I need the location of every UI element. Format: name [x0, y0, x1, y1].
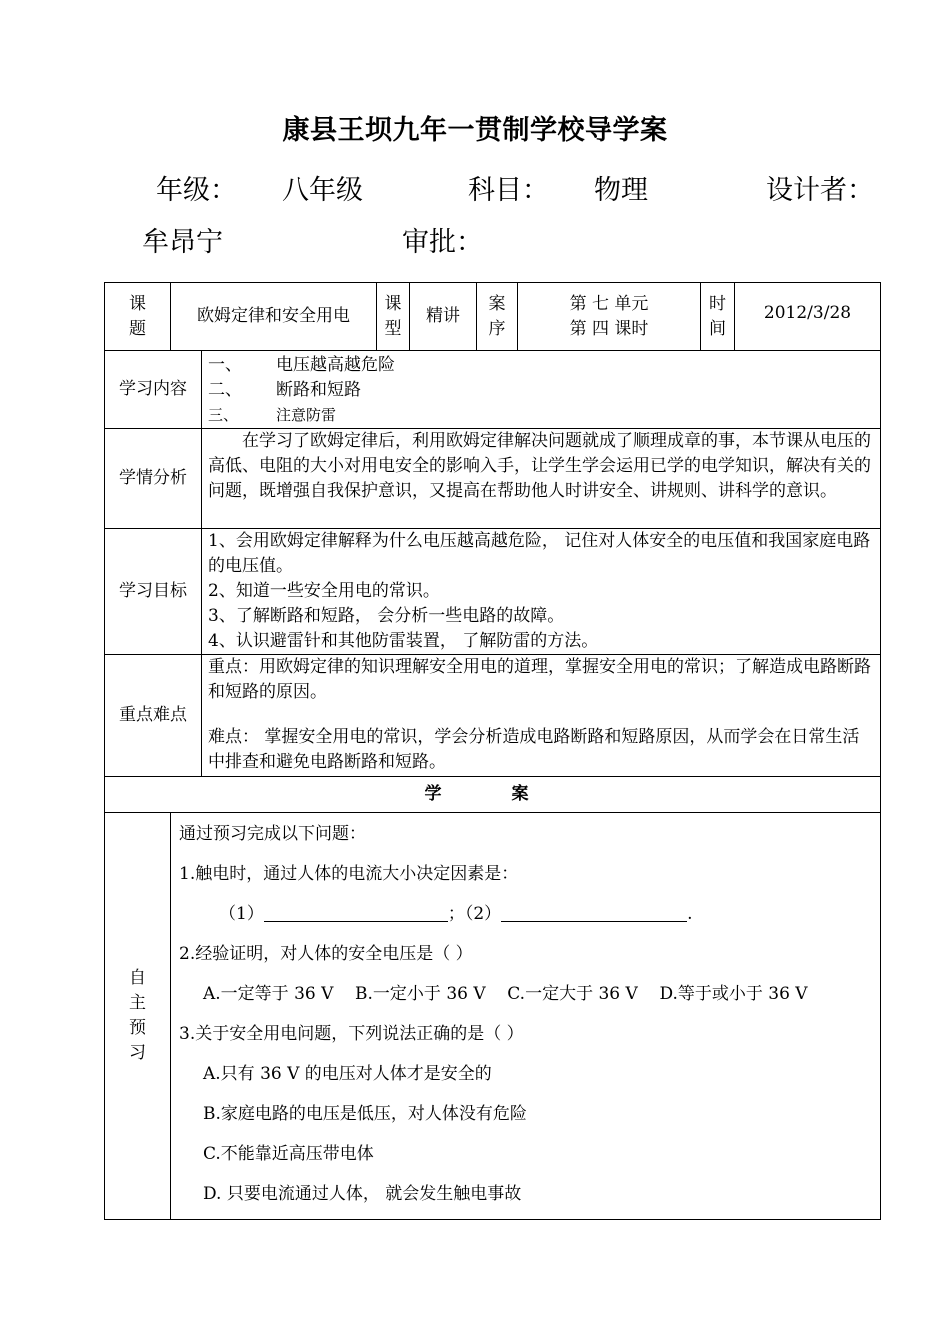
blank-1-label: （1）: [219, 904, 264, 924]
content-item-text: 注意防雷: [276, 406, 337, 424]
option: D. 只要电流通过人体， 就会发生触电事故: [203, 1184, 522, 1204]
preview-row: [105, 813, 881, 1220]
page-title: 康县王坝九年一贯制学校导学案: [282, 115, 668, 146]
type-label: 课型: [384, 293, 402, 339]
content-row: [105, 351, 881, 429]
keypoints-cell: [202, 655, 881, 777]
difficult-point-text: 难点： 掌握安全用电的常识，学会分析造成电路断路和短路原因，从而学会在日常生活中排查和避免电路断路和短路。: [208, 727, 860, 772]
content-item-num: 三、: [208, 406, 239, 424]
designer-label: 设计者：: [766, 175, 874, 206]
preview-label-cell: [105, 813, 171, 1220]
designer-value: 牟昂宁: [142, 227, 223, 258]
preview-label: 自主预习: [129, 968, 146, 1063]
topic-label: 课题: [129, 293, 146, 339]
option: A.一定等于 36 V: [203, 984, 334, 1004]
preview-intro: 通过预习完成以下问题：: [179, 824, 366, 844]
content-item: [208, 403, 874, 428]
time-label-cell: [701, 283, 735, 351]
time-value: 2012/3/28: [735, 283, 881, 351]
lesson-plan-table: [104, 282, 881, 1220]
content-item-text: 电压越高越危险: [276, 355, 395, 375]
option: B.一定小于 36 V: [355, 984, 486, 1004]
type-value: 精讲: [410, 283, 477, 351]
goals-row: [105, 529, 881, 655]
xuean-heading: 学 案: [105, 777, 881, 813]
content-list: [202, 351, 881, 429]
goals-list: [202, 529, 881, 655]
blank-2[interactable]: [501, 903, 687, 922]
question-2: 2.经验证明，对人体的安全电压是（ ）: [179, 944, 473, 964]
blank-1[interactable]: [264, 903, 448, 922]
approval-label: 审批：: [402, 227, 483, 258]
option: A.只有 36 V 的电压对人体才是安全的: [203, 1064, 492, 1084]
seq-label: 案序: [488, 293, 506, 339]
subject-label: 科目：: [468, 175, 549, 206]
content-item-text: 断路和短路: [276, 380, 361, 400]
goal-item: 4、认识避雷针和其他防雷装置， 了解防雷的方法。: [208, 631, 599, 651]
seq-value-cell: [518, 283, 701, 351]
question-3: 3.关于安全用电问题，下列说法正确的是（ ）: [179, 1024, 524, 1044]
question-1: 1.触电时，通过人体的电流大小决定因素是：: [179, 864, 519, 884]
content-label: 学习内容: [105, 351, 202, 429]
key-point-text: 重点：用欧姆定律的知识理解安全用电的道理，掌握安全用电的常识；了解造成电路断路和短路的原因。: [208, 657, 871, 702]
type-label-cell: [377, 283, 410, 351]
preview-questions: [171, 813, 881, 1220]
xuean-row: [105, 777, 881, 813]
option: D.等于或小于 36 V: [659, 984, 808, 1004]
seq-unit: 第 七 单元: [569, 293, 649, 314]
time-label: 时间: [709, 293, 726, 339]
analysis-row: [105, 429, 881, 529]
analysis-text: 在学习了欧姆定律后，利用欧姆定律解决问题就成了顺理成章的事，本节课从电压的高低、电阻的大小对用电安全的影响入手，让学生学会运用已学的电学知识，解决有关的问题，既增强自我保护意识，又提高在帮助他人时讲安全、讲规则、讲科学的意识。: [202, 429, 881, 529]
keypoints-label: 重点难点: [105, 655, 202, 777]
grade-label: 年级：: [156, 175, 237, 206]
content-item-num: 一、: [208, 355, 242, 375]
option: C.一定大于 36 V: [507, 984, 638, 1004]
question-2-options: [179, 979, 872, 1019]
grade-value: 八年级: [282, 175, 363, 206]
subject-value: 物理: [594, 175, 648, 206]
seq-lesson: 第 四 课时: [569, 318, 649, 339]
blank-end: .: [687, 904, 693, 924]
goals-label: 学习目标: [105, 529, 202, 655]
keypoints-row: [105, 655, 881, 777]
header-row: [105, 283, 881, 351]
option: C.不能靠近高压带电体: [203, 1144, 374, 1164]
goal-item: 1、会用欧姆定律解释为什么电压越高越危险， 记住对人体安全的电压值和我国家庭电路的电压值。: [208, 531, 871, 576]
content-item: [208, 378, 874, 403]
option: B.家庭电路的电压是低压，对人体没有危险: [203, 1104, 527, 1124]
topic-label-cell: [105, 283, 171, 351]
question-1-blanks: [179, 899, 872, 939]
content-item-num: 二、: [208, 380, 242, 400]
content-item: [208, 353, 874, 378]
analysis-label: 学情分析: [105, 429, 202, 529]
goal-item: 2、知道一些安全用电的常识。: [208, 581, 440, 601]
goal-item: 3、了解断路和短路， 会分析一些电路的故障。: [208, 606, 565, 626]
seq-label-cell: [477, 283, 518, 351]
blank-2-label: ；（2）: [447, 904, 502, 924]
topic-value: 欧姆定律和安全用电: [171, 283, 377, 351]
